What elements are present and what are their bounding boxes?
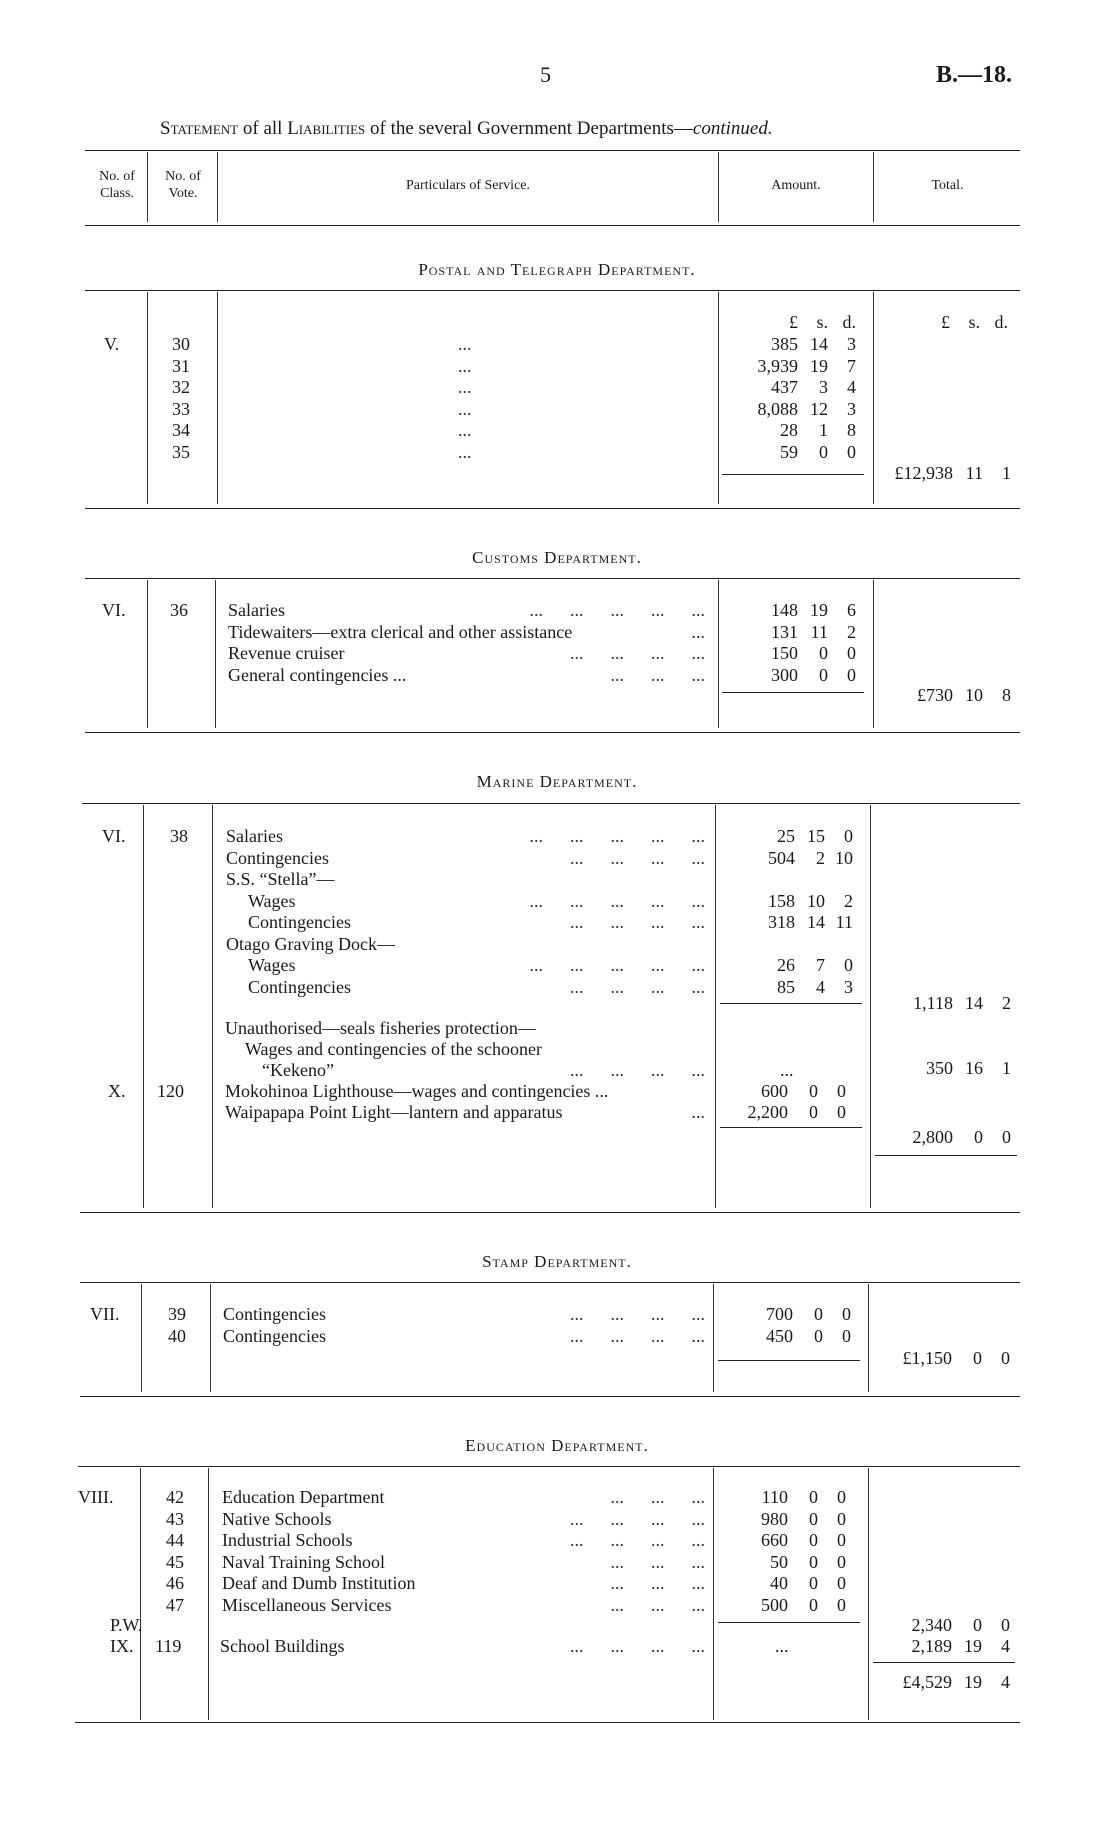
postal-amount — [738, 334, 856, 355]
education-leader: ... ... ... — [610, 1573, 705, 1593]
education-pw-class-2: IX. — [110, 1636, 134, 1656]
customs-amount-d: 2 — [847, 621, 856, 642]
marine-amount-pounds: 26 — [777, 955, 795, 975]
stamp-amount-d: 0 — [842, 1304, 851, 1324]
education-amount-d: 0 — [837, 1530, 846, 1550]
marine-leader: ... ... ... ... — [570, 976, 705, 997]
marine-amount-d: 0 — [844, 826, 853, 846]
marine-unauth-total: 350 16 1 — [926, 1058, 1011, 1078]
marine-leader: ... ... ... ... — [570, 912, 705, 932]
postal-amount — [738, 377, 856, 398]
marine-amount-s: 7 — [816, 955, 825, 975]
postal-vote: 33 — [172, 398, 190, 419]
table-bottom-rule — [75, 1722, 1020, 1723]
col-divider — [868, 1468, 869, 1720]
section-title-customs: Customs Department. — [472, 548, 642, 567]
education-subtotal-2: 2,189 19 4 — [911, 1636, 1010, 1656]
postal-total: £12,938 11 1 — [894, 463, 1011, 483]
marine-amount-d: 10 — [835, 847, 853, 868]
stamp-leader: ... ... ... ... — [570, 1325, 705, 1346]
stamp-leader: ... ... ... ... — [570, 1304, 705, 1324]
marine-amount-d: 2 — [844, 890, 853, 911]
postal-amount-pounds: 59 — [780, 441, 798, 462]
subtotal-rule — [718, 1622, 860, 1623]
col-divider — [147, 580, 148, 728]
section-bottom-rule — [85, 508, 1020, 509]
stamp-amount — [733, 1326, 851, 1347]
marine-desc: Contingencies — [226, 847, 329, 868]
postal-leader: ... — [458, 377, 472, 397]
education-amount — [728, 1509, 846, 1530]
stamp-amount-pounds: 450 — [766, 1325, 793, 1346]
statement-heading — [160, 118, 773, 140]
education-amount-s: 0 — [809, 1530, 818, 1550]
col-divider — [718, 152, 719, 222]
postal-vote: 31 — [172, 355, 190, 376]
customs-amount-s: 0 — [819, 664, 828, 685]
customs-amount-pounds: 150 — [771, 643, 798, 663]
col-divider — [147, 152, 148, 222]
customs-total: £730 10 8 — [917, 685, 1011, 705]
marine-desc: Contingencies — [248, 912, 351, 932]
marine-amount-s: 2 — [816, 847, 825, 868]
marine-unauth-line-3: “Kekeno” — [262, 1060, 334, 1080]
postal-leader: ... — [458, 334, 472, 354]
postal-leader: ... — [458, 398, 472, 419]
col-header-amount: Amount. — [771, 178, 821, 193]
postal-vote: 35 — [172, 441, 190, 462]
education-desc: Education Department — [222, 1487, 385, 1507]
marine-unauth-leader: ... ... ... ... — [570, 1060, 705, 1080]
marine-desc: S.S. “Stella”— — [226, 869, 335, 889]
postal-amount — [738, 356, 856, 377]
customs-amount — [738, 600, 856, 621]
col-divider — [873, 292, 874, 504]
col-divider — [713, 1284, 714, 1392]
section-bottom-rule — [80, 1212, 1020, 1213]
subtotal-rule — [873, 1662, 1015, 1663]
marine-moko-desc: Mokohinoa Lighthouse—wages and contingencies ... — [225, 1081, 609, 1101]
education-leader: ... ... ... — [610, 1551, 705, 1572]
marine-amount — [735, 891, 853, 912]
postal-vote: 30 — [172, 334, 190, 354]
marine-subtotal-1: 1,118 14 2 — [913, 993, 1011, 1013]
education-amount-s: 0 — [809, 1508, 818, 1529]
postal-amount-pounds: 8,088 — [757, 398, 798, 419]
marine-amount-d: 3 — [844, 976, 853, 997]
education-amount-pounds: 500 — [761, 1594, 788, 1615]
marine-amount-s: 10 — [807, 890, 825, 911]
marine-waip-desc: Waipapapa Point Light—lantern and apparatus — [225, 1102, 563, 1122]
education-vote: 45 — [166, 1551, 184, 1572]
education-subtotal-1: 2,340 0 0 — [911, 1615, 1010, 1635]
subtotal-rule — [720, 1127, 862, 1128]
education-leader: ... ... ... — [610, 1487, 705, 1507]
section-title-stamp: Stamp Department. — [482, 1252, 632, 1271]
education-pw-leader: ... ... ... ... — [570, 1636, 705, 1656]
marine-leader: ... ... ... ... — [570, 847, 705, 868]
postal-leader: ... — [458, 441, 472, 462]
col-header-class-l2: Class. — [100, 186, 134, 201]
section-bottom-rule — [85, 732, 1020, 733]
marine-vote-1: 38 — [170, 826, 188, 846]
marine-unauth-line-1: Unauthorised—seals fisheries protection— — [225, 1018, 536, 1038]
subtotal-rule — [720, 1003, 862, 1004]
marine-desc: Wages — [248, 955, 296, 975]
section-title-education: Education Department. — [465, 1436, 649, 1455]
marine-amount-pounds: 85 — [777, 976, 795, 997]
education-vote: 43 — [166, 1508, 184, 1529]
marine-amount — [735, 977, 853, 998]
subtotal-rule — [875, 1155, 1017, 1156]
stamp-vote: 40 — [168, 1325, 186, 1346]
marine-subtotal-2: 2,800 0 0 — [912, 1127, 1011, 1147]
section-top-rule — [80, 1282, 1020, 1283]
marine-desc: Wages — [248, 890, 296, 911]
marine-waip-amount: 2,200 0 0 — [747, 1102, 846, 1122]
col-divider — [718, 580, 719, 728]
marine-leader: ... ... ... ... ... — [529, 955, 705, 975]
education-pw-amount: ... — [775, 1636, 789, 1656]
col-divider — [212, 805, 213, 1208]
education-desc: Native Schools — [222, 1508, 332, 1529]
postal-amount-d: 0 — [847, 441, 856, 462]
customs-amount — [738, 622, 856, 643]
education-desc: Naval Training School — [222, 1551, 386, 1572]
customs-class: VI. — [102, 600, 126, 620]
marine-amount-s: 4 — [816, 976, 825, 997]
marine-class-1: VI. — [102, 826, 126, 846]
col-divider — [147, 292, 148, 504]
statement-text-2: of the several Government Departments— — [365, 118, 693, 139]
col-divider — [873, 580, 874, 728]
education-amount-d: 0 — [837, 1487, 846, 1507]
col-divider — [141, 1284, 142, 1392]
marine-amount — [735, 912, 853, 933]
customs-amount-d: 0 — [847, 643, 856, 663]
education-amount-pounds: 50 — [770, 1551, 788, 1572]
postal-amount — [738, 442, 856, 463]
section-top-rule — [82, 803, 1020, 804]
document-reference: B.—18. — [936, 62, 1013, 88]
customs-amount — [738, 665, 856, 686]
customs-desc: Revenue cruiser — [228, 643, 345, 663]
continued-word: continued. — [692, 118, 773, 139]
marine-desc: Otago Graving Dock— — [226, 933, 395, 954]
education-amount — [728, 1487, 846, 1508]
statement-word: Statement — [160, 118, 239, 139]
table-top-rule — [85, 150, 1020, 151]
postal-amount-units: £ s. d. — [789, 312, 856, 332]
education-amount — [728, 1595, 846, 1616]
liabilities-word: Liabilities — [287, 118, 366, 139]
subtotal-rule — [722, 474, 864, 475]
postal-amount-d: 7 — [847, 355, 856, 376]
education-amount-s: 0 — [809, 1551, 818, 1572]
postal-amount-s: 3 — [819, 377, 828, 397]
col-divider — [217, 152, 218, 222]
customs-vote: 36 — [170, 600, 188, 620]
marine-class-2: X. — [108, 1081, 126, 1101]
education-amount-s: 0 — [809, 1487, 818, 1507]
col-divider — [215, 580, 216, 728]
postal-amount-s: 19 — [810, 355, 828, 376]
education-pw-class-1: P.W. — [110, 1615, 143, 1635]
education-amount — [728, 1552, 846, 1573]
stamp-total: £1,150 0 0 — [902, 1348, 1010, 1368]
education-leader: ... ... ... ... — [570, 1530, 705, 1550]
marine-unauth-line-2: Wages and contingencies of the schooner — [245, 1039, 542, 1059]
postal-amount — [738, 399, 856, 420]
postal-amount-s: 14 — [810, 334, 828, 354]
col-header-class-l1: No. of — [99, 169, 135, 184]
marine-leader: ... ... ... ... ... — [529, 890, 705, 911]
postal-class: V. — [104, 334, 120, 354]
postal-amount — [738, 420, 856, 441]
col-header-vote — [150, 168, 216, 202]
education-amount-d: 0 — [837, 1508, 846, 1529]
customs-amount — [738, 643, 856, 664]
subtotal-rule — [722, 692, 864, 693]
education-amount-d: 0 — [837, 1573, 846, 1593]
postal-amount-d: 3 — [847, 334, 856, 354]
stamp-amount — [733, 1304, 851, 1325]
postal-leader: ... — [458, 420, 472, 440]
postal-amount-pounds: 28 — [780, 420, 798, 440]
education-amount-pounds: 110 — [761, 1487, 788, 1507]
stamp-amount-s: 0 — [814, 1304, 823, 1324]
marine-amount-s: 14 — [807, 912, 825, 932]
postal-amount-s: 12 — [810, 398, 828, 419]
education-vote: 42 — [166, 1487, 184, 1507]
col-divider — [873, 152, 874, 222]
postal-amount-pounds: 437 — [771, 377, 798, 397]
col-divider — [870, 805, 871, 1208]
postal-amount-s: 0 — [819, 441, 828, 462]
col-divider — [208, 1468, 209, 1720]
postal-vote: 34 — [172, 420, 190, 440]
stamp-desc: Contingencies — [223, 1325, 326, 1346]
customs-amount-d: 6 — [847, 600, 856, 620]
education-amount-s: 0 — [809, 1594, 818, 1615]
postal-amount-d: 3 — [847, 398, 856, 419]
education-amount-pounds: 980 — [761, 1508, 788, 1529]
marine-leader: ... ... ... ... ... — [529, 826, 705, 846]
postal-amount-pounds: 3,939 — [757, 355, 798, 376]
marine-moko-amount: 600 0 0 — [761, 1081, 846, 1101]
marine-desc: Contingencies — [248, 976, 351, 997]
customs-amount-pounds: 300 — [771, 664, 798, 685]
marine-amount-s: 15 — [807, 826, 825, 846]
customs-leader: ... ... ... — [610, 664, 705, 685]
col-divider — [140, 1468, 141, 1720]
marine-amount-pounds: 158 — [768, 890, 795, 911]
col-divider — [713, 1468, 714, 1720]
education-class: VIII. — [78, 1487, 114, 1507]
customs-amount-s: 19 — [810, 600, 828, 620]
education-leader: ... ... ... — [610, 1594, 705, 1615]
stamp-class: VII. — [90, 1304, 120, 1324]
postal-vote: 32 — [172, 377, 190, 397]
header-bottom-rule — [85, 225, 1020, 226]
customs-amount-s: 0 — [819, 643, 828, 663]
postal-amount-s: 1 — [819, 420, 828, 440]
education-desc: Miscellaneous Services — [222, 1594, 392, 1615]
education-vote: 44 — [166, 1530, 184, 1550]
col-divider — [210, 1284, 211, 1392]
section-title-marine: Marine Department. — [476, 772, 638, 791]
section-title-postal: Postal and Telegraph Department. — [418, 260, 696, 279]
education-desc: Industrial Schools — [222, 1530, 353, 1550]
customs-desc: General contingencies ... — [228, 664, 407, 685]
education-amount-pounds: 660 — [761, 1530, 788, 1550]
stamp-desc: Contingencies — [223, 1304, 326, 1324]
statement-text-1: of all — [238, 118, 288, 139]
col-header-particulars: Particulars of Service. — [405, 178, 530, 193]
education-vote: 46 — [166, 1573, 184, 1593]
col-divider — [715, 805, 716, 1208]
marine-waip-leader: ... — [691, 1102, 705, 1122]
marine-amount-pounds: 318 — [768, 912, 795, 932]
postal-total-units: £ s. d. — [941, 312, 1008, 332]
stamp-vote: 39 — [168, 1304, 186, 1324]
stamp-amount-pounds: 700 — [766, 1304, 793, 1324]
col-divider — [143, 805, 144, 1208]
education-amount-pounds: 40 — [770, 1573, 788, 1593]
education-amount — [728, 1573, 846, 1594]
postal-amount-d: 8 — [847, 420, 856, 440]
col-header-class — [88, 168, 146, 202]
customs-leader: ... — [691, 621, 705, 642]
education-desc: Deaf and Dumb Institution — [222, 1573, 416, 1593]
customs-amount-pounds: 131 — [771, 621, 798, 642]
marine-amount — [735, 955, 853, 976]
subtotal-rule — [718, 1360, 860, 1361]
marine-unauth-amount: ... — [780, 1060, 794, 1080]
col-divider — [217, 292, 218, 504]
marine-amount-d: 0 — [844, 955, 853, 975]
section-bottom-rule — [80, 1396, 1020, 1397]
customs-leader: ... ... ... ... ... — [529, 600, 705, 620]
marine-amount — [735, 826, 853, 847]
marine-amount-d: 11 — [835, 912, 853, 932]
col-header-vote-l2: Vote. — [168, 186, 198, 201]
customs-leader: ... ... ... ... — [570, 643, 705, 663]
section-top-rule — [85, 578, 1020, 579]
marine-vote-2: 120 — [157, 1081, 184, 1101]
customs-desc: Salaries — [228, 600, 285, 620]
postal-amount-pounds: 385 — [771, 334, 798, 354]
col-divider — [868, 1284, 869, 1392]
col-header-vote-l1: No. of — [165, 169, 201, 184]
marine-desc: Salaries — [226, 826, 283, 846]
education-amount-d: 0 — [837, 1594, 846, 1615]
education-total: £4,529 19 4 — [902, 1672, 1010, 1692]
education-leader: ... ... ... ... — [570, 1508, 705, 1529]
customs-amount-s: 11 — [810, 621, 828, 642]
marine-amount — [735, 848, 853, 869]
col-divider — [718, 292, 719, 504]
col-header-total: Total. — [931, 178, 964, 193]
section-top-rule — [85, 290, 1020, 291]
customs-amount-d: 0 — [847, 664, 856, 685]
education-pw-desc: School Buildings — [220, 1636, 345, 1656]
postal-leader: ... — [458, 355, 472, 376]
education-amount — [728, 1530, 846, 1551]
marine-amount-pounds: 25 — [777, 826, 795, 846]
education-amount-d: 0 — [837, 1551, 846, 1572]
customs-amount-pounds: 148 — [771, 600, 798, 620]
section-top-rule — [78, 1466, 1020, 1467]
education-amount-s: 0 — [809, 1573, 818, 1593]
education-vote: 47 — [166, 1594, 184, 1615]
marine-amount-pounds: 504 — [768, 847, 795, 868]
postal-amount-d: 4 — [847, 377, 856, 397]
education-pw-vote: 119 — [155, 1636, 182, 1656]
customs-desc: Tidewaiters—extra clerical and other assistance — [228, 621, 573, 642]
stamp-amount-d: 0 — [842, 1325, 851, 1346]
page-number: 5 — [540, 62, 551, 87]
stamp-amount-s: 0 — [814, 1325, 823, 1346]
